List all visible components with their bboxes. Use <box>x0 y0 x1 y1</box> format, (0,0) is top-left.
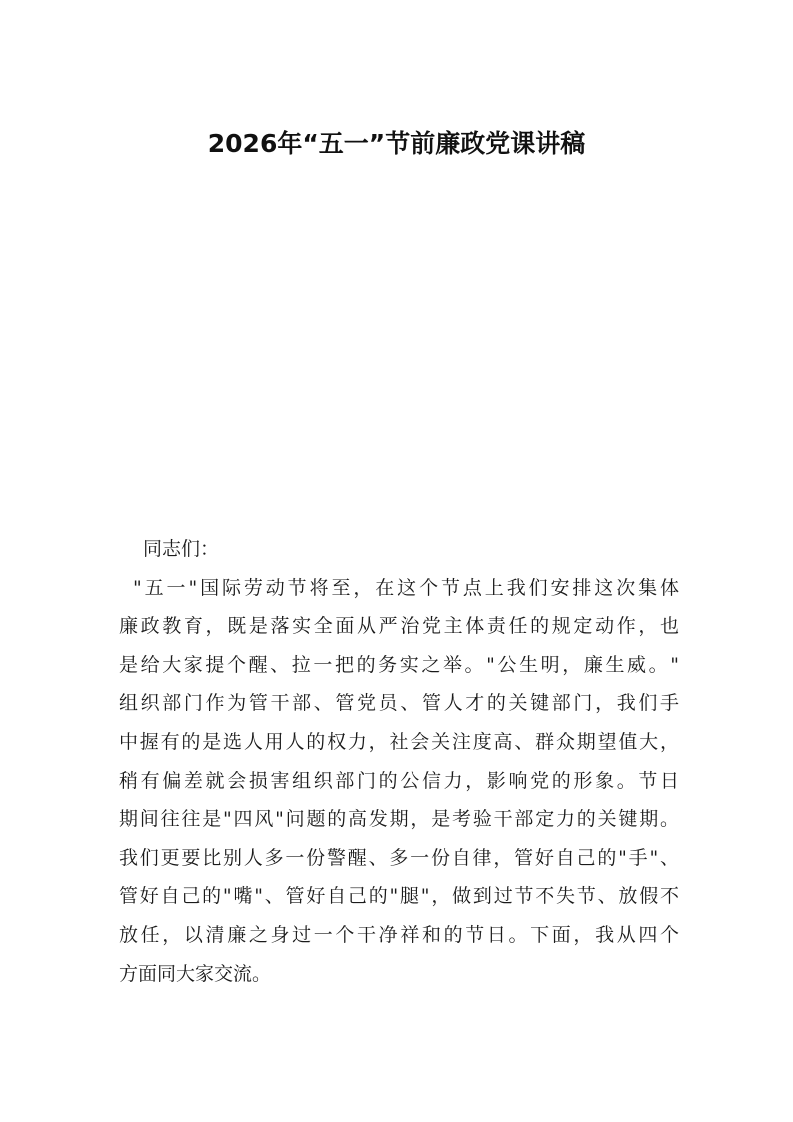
paragraph-line: 组织部门作为管干部、管党员、管人才的关键部门，我们手 <box>119 692 679 715</box>
paragraph-line: 中握有的是选人用人的权力，社会关注度高、群众期望值大， <box>119 730 679 753</box>
paragraph-line: 稍有偏差就会损害组织部门的公信力，影响党的形象。节日 <box>119 769 679 792</box>
document-title: 2026年“五一”节前廉政党课讲稿 <box>207 129 586 158</box>
paragraph-line: 我们更要比别人多一份警醒、多一份自律，管好自己的"手"、 <box>119 846 679 869</box>
paragraph-line: 是给大家提个醒、拉一把的务实之举。"公生明，廉生威。" <box>119 653 679 676</box>
paragraph-line: 方面同大家交流。 <box>119 962 272 985</box>
paragraph-line: 放任，以清廉之身过一个干净祥和的节日。下面，我从四个 <box>119 923 679 946</box>
salutation: 同志们： <box>143 538 220 560</box>
paragraph-line: "五一"国际劳动节将至，在这个节点上我们安排这次集体 <box>133 576 679 599</box>
document-body <box>119 530 679 993</box>
paragraph-line: 廉政教育，既是落实全面从严治党主体责任的规定动作，也 <box>119 615 679 638</box>
paragraph-line: 期间往往是"四风"问题的高发期，是考验干部定力的关键期。 <box>119 808 679 831</box>
paragraph-line: 管好自己的"嘴"、管好自己的"腿"，做到过节不失节、放假不 <box>119 885 679 908</box>
